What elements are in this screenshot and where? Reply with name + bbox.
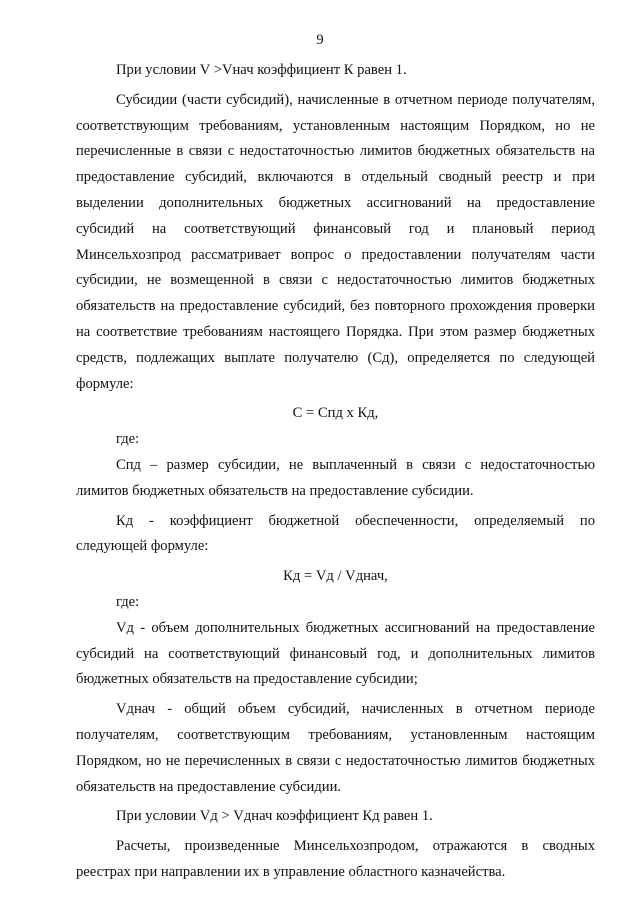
- paragraph: Vднач - общий объем субсидий, начисленных в отчетном периоде получателям, соответствующим требованиям, установленным настоящим Порядком, но не перечисленных в связи с недостаточностью лимитов бюджетных обязательств на предоставление субсидии.: [76, 701, 595, 795]
- formula: С = Спд х Кд,: [292, 405, 379, 422]
- paragraph: Кд - коэффициент бюджетной обеспеченности, определяемый по следующей формуле:: [76, 512, 595, 555]
- formula-legend-lead: где:: [116, 431, 140, 448]
- page-number: 9: [316, 32, 324, 48]
- paragraph: Vд - объем дополнительных бюджетных ассигнований на предоставление субсидий на соответствующий финансовый год, и дополнительных лимитов бюджетных обязательств на предоставление субсидии;: [76, 619, 595, 688]
- paragraph: Расчеты, произведенные Минсельхозпродом, отражаются в сводных реестрах при направлении их в управление областного казначейства.: [76, 838, 595, 880]
- formula: Кд = Vд / Vднач,: [283, 568, 388, 585]
- paragraph: При условии Vд > Vднач коэффициент Кд равен 1.: [116, 808, 433, 825]
- paragraph: Субсидии (части субсидий), начисленные в отчетном периоде получателям, соответствующим требованиям, установленным настоящим Порядком, но не перечисленные в связи с недостаточностью лимитов бюджетных обязательств на предоставление субсидий, включаются в отдельный сводный реестр и при выделении дополнительных бюджетных ассигнований на предоставление субсидий на соответствующий финансовый год и плановый период Минсельхозпрод рассматривает вопрос о предоставлении получателям части субсидии, не возмещенной в связи с недостаточностью лимитов бюджетных обязательств на предоставление субсидий, без повторного прохождения проверки на соответствие требованиям настоящего Порядка. При этом размер бюджетных средств, подлежащих выплате получателю (Сд), определяется по следующей формуле:: [76, 91, 595, 392]
- formula-legend-lead: где:: [116, 593, 140, 610]
- paragraph: Спд – размер субсидии, не выплаченный в связи с недостаточностью лимитов бюджетных обязательств на предоставление субсидии.: [76, 456, 595, 499]
- document-body: [76, 58, 595, 890]
- paragraph: При условии V >Vнач коэффициент К равен 1.: [116, 62, 407, 78]
- paragraph-spacer: [76, 886, 595, 890]
